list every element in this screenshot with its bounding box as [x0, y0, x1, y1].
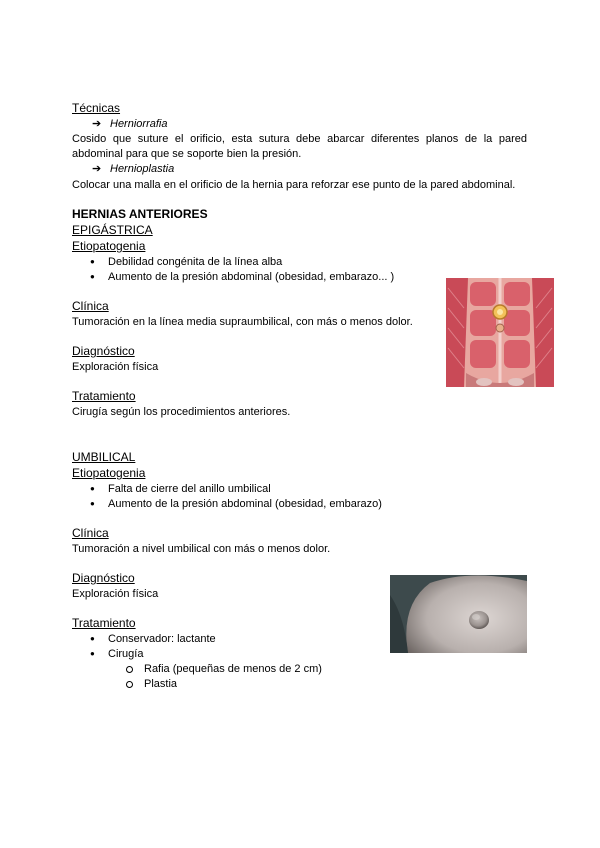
bullet-icon: ●: [90, 634, 95, 643]
section-title: HERNIAS ANTERIORES: [72, 207, 208, 221]
clinica-text: Tumoración en la línea media supraumbilical, con más o menos dolor.: [72, 316, 413, 328]
label-diagnostico: Diagnóstico: [72, 344, 135, 358]
label-diagnostico: Diagnóstico: [72, 571, 135, 585]
list-item: Aumento de la presión abdominal (obesidad, embarazo): [108, 498, 382, 510]
umbilical-hernia-image: [390, 575, 527, 653]
list-item: Debilidad congénita de la línea alba: [108, 256, 283, 268]
technique-description: Cosido que suture el orificio, esta sutura debe abarcar diferentes planos de la pared abdominal para que se soporte bien la presión.: [72, 133, 527, 160]
sub-list-item: Plastia: [144, 678, 178, 690]
bullet-icon: ●: [90, 257, 95, 266]
arrow-bullet-icon: ➔: [92, 118, 102, 130]
label-etiopatogenia: Etiopatogenia: [72, 466, 146, 480]
technique-description: Colocar una malla en el orificio de la hernia para reforzar ese punto de la pared abdominal.: [72, 179, 516, 191]
bullet-icon: ●: [90, 484, 95, 493]
subsection-title-umbilical: UMBILICAL: [72, 450, 136, 464]
arrow-bullet-icon: ➔: [92, 163, 102, 175]
bullet-icon: ●: [90, 649, 95, 658]
list-item: Cirugía: [108, 648, 144, 660]
label-tratamiento: Tratamiento: [72, 616, 136, 630]
tratamiento-text: Cirugía según los procedimientos anteriores.: [72, 406, 291, 418]
technique-name: Herniorrafia: [110, 118, 168, 130]
epigastric-hernia-illustration: [446, 278, 554, 387]
label-clinica: Clínica: [72, 299, 109, 313]
technique-name: Hernioplastia: [110, 163, 175, 175]
bullet-icon: ●: [90, 272, 95, 281]
list-item: Falta de cierre del anillo umbilical: [108, 483, 271, 495]
clinica-text: Tumoración a nivel umbilical con más o menos dolor.: [72, 543, 331, 555]
section-heading-tecnicas: Técnicas: [72, 101, 121, 115]
abdominal-muscles-image: [446, 278, 554, 387]
bullet-icon: ●: [90, 499, 95, 508]
subsection-title-epigastrica: EPIGÁSTRICA: [72, 223, 153, 237]
list-item: Aumento de la presión abdominal (obesidad, embarazo... ): [108, 271, 395, 283]
umbilical-hernia-photo: [390, 575, 527, 653]
diagnostico-text: Exploración física: [72, 588, 159, 600]
list-item: Conservador: lactante: [108, 633, 216, 645]
label-tratamiento: Tratamiento: [72, 389, 136, 403]
diagnostico-text: Exploración física: [72, 361, 159, 373]
sub-list-item: Rafia (pequeñas de menos de 2 cm): [144, 663, 322, 675]
sub-bullet-icon: [126, 666, 133, 673]
label-clinica: Clínica: [72, 526, 109, 540]
label-etiopatogenia: Etiopatogenia: [72, 239, 146, 253]
sub-bullet-icon: [126, 681, 133, 688]
